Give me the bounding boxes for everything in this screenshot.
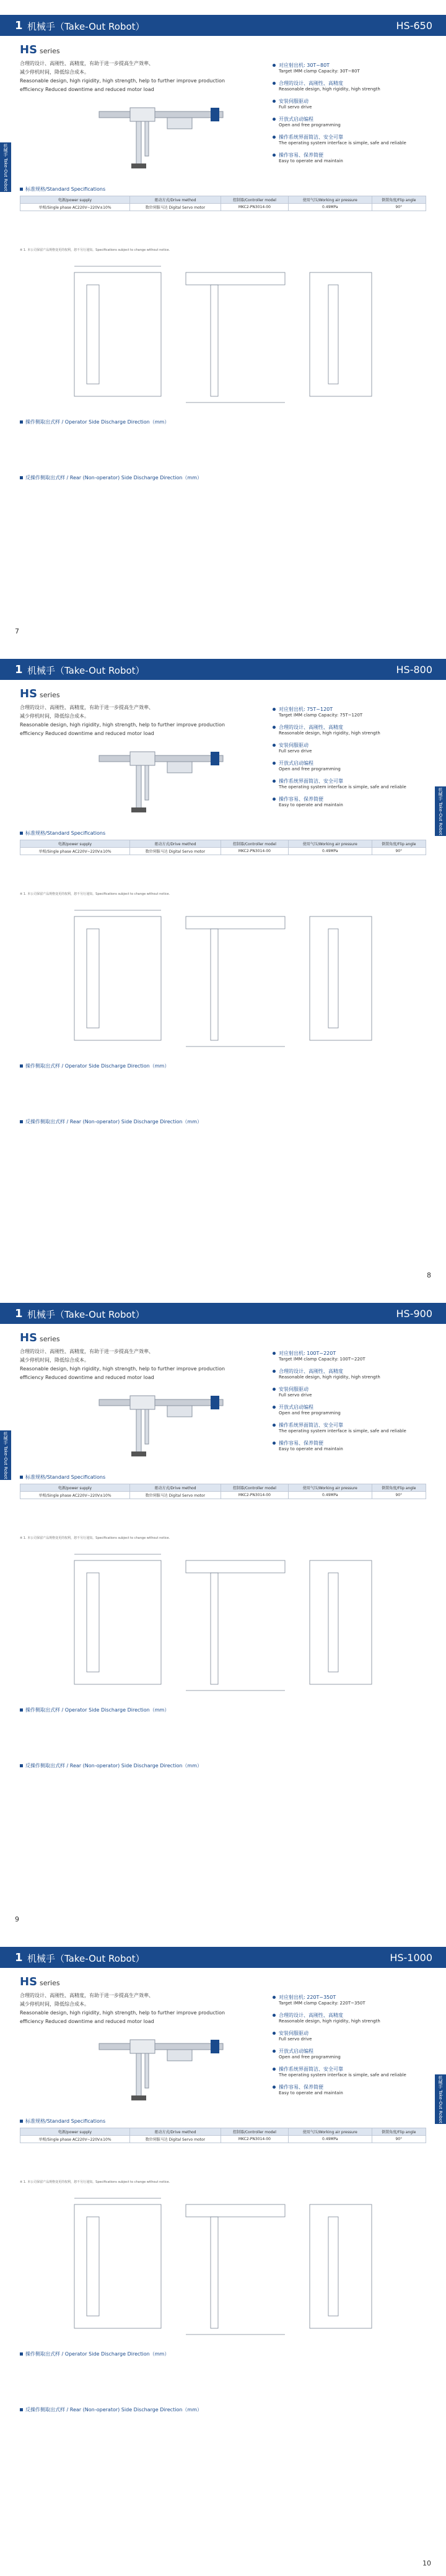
feature-zh: 操作容易、保养简便: [279, 796, 323, 802]
robot-image: [93, 743, 229, 817]
intro-text: [20, 1347, 243, 1382]
page-header: [0, 659, 446, 680]
bullet-square-icon: [20, 2408, 23, 2411]
table-cell: 0.49MPa: [288, 848, 372, 855]
series-sub: series: [40, 1979, 60, 1987]
bullet-square-icon: [20, 1708, 23, 1712]
intro-zh-2: 减少停机时间，降低综合成本。: [20, 713, 89, 719]
table-header-row: [20, 840, 426, 848]
capacity-zh: 对应射出机: 100T~220T: [279, 1351, 336, 1356]
series-sub: series: [40, 47, 60, 55]
table-header-cell: 电源/power supply: [20, 1484, 130, 1492]
power-table: [20, 1484, 426, 1499]
capacity-en: Target IMM clamp Capacity: 220T~350T: [279, 2001, 365, 2006]
feature-en: The operating system interface is simple, safe and reliable: [279, 785, 406, 790]
intro-en: Reasonable design, high rigidity, high strength, help to further improve production efficiency Reduced downtime and reduced motor load: [20, 1366, 225, 1380]
spec-note: ※ 1. 本公司保留产品规格变更的权利，恕不另行通知。Specifications subject to change without notice.: [20, 892, 170, 896]
bullet-square-icon: [20, 1764, 23, 1767]
feature-en: The operating system interface is simple, safe and reliable: [279, 141, 406, 146]
section-number: 1: [15, 1951, 23, 1964]
bullet-square-icon: [20, 476, 23, 479]
feature-en: Open and free programming: [279, 767, 341, 772]
table-cell: 90°: [372, 848, 426, 855]
intro-text: [20, 59, 243, 94]
page-number: 7: [15, 627, 19, 635]
feature-item: [273, 134, 415, 146]
table-header-cell: 控制器/Controller model: [221, 840, 288, 848]
table-cell: 数位伺服马达 Digital Servo motor: [129, 848, 221, 855]
feature-en: Full servo drive: [279, 105, 312, 110]
series-sub: series: [40, 691, 60, 699]
capacity-en: Target IMM clamp Capacity: 100T~220T: [279, 1357, 365, 1362]
table-header-cell: 使用气压/Working air pressure: [288, 1484, 372, 1492]
feature-en: Reasonable design, high rigidity, high strength: [279, 1375, 380, 1380]
model-name: HS-900: [396, 1308, 432, 1320]
section-title: 机械手（Take-Out Robot）: [27, 21, 145, 32]
feature-zh: 开放式启动编程: [279, 116, 313, 122]
spec-note: ※ 1. 本公司保留产品规格变更的权利，恕不另行通知。Specifications subject to change without notice.: [20, 2180, 170, 2184]
table-header-row: [20, 1484, 426, 1492]
feature-item: [273, 2012, 415, 2024]
intro-zh-2: 减少停机时间，降低综合成本。: [20, 69, 89, 75]
dim-title-operator: [20, 2351, 169, 2357]
capacity-zh: 对应射出机: 30T~80T: [279, 63, 330, 68]
feature-en: Full servo drive: [279, 2037, 312, 2042]
feature-en: Open and free programming: [279, 123, 341, 128]
table-cell: 单相/Single phase AC220V~220V±10%: [20, 1492, 130, 1499]
capacity-en: Target IMM clamp Capacity: 75T~120T: [279, 713, 363, 718]
intro-en: Reasonable design, high rigidity, high strength, help to further improve production efficiency Reduced downtime and reduced motor load: [20, 722, 225, 736]
series-main: HS: [20, 1975, 38, 1988]
model-name: HS-800: [396, 664, 432, 676]
spec-title: [20, 830, 105, 837]
feature-en: Easy to operate and maintain: [279, 1447, 343, 1451]
table-header-cell: 电源/power supply: [20, 196, 130, 204]
spec-title-text: 标准规格/Standard Specifications: [25, 186, 106, 192]
table-cell: 90°: [372, 204, 426, 211]
spec-title-text: 标准规格/Standard Specifications: [25, 1474, 106, 1480]
catalog-page-hs-1000: [0, 1932, 446, 2576]
spec-title-text: 标准规格/Standard Specifications: [25, 2118, 106, 2124]
feature-en: Full servo drive: [279, 749, 312, 754]
feature-en: Open and free programming: [279, 1411, 341, 1416]
intro-zh-1: 合理的设计、高刚性、高精度，有助于进一步提高生产效率、: [20, 705, 154, 710]
intro-zh-1: 合理的设计、高刚性、高精度，有助于进一步提高生产效率、: [20, 61, 154, 66]
table-header-cell: 驱动方式/Drive method: [129, 1484, 221, 1492]
spec-title: [20, 1474, 105, 1481]
page-number: 8: [427, 1271, 431, 1279]
feature-capacity: [273, 1350, 415, 1362]
feature-item: [273, 1368, 415, 1380]
table-header-cell: 控制器/Controller model: [221, 1484, 288, 1492]
capacity-zh: 对应射出机: 75T~120T: [279, 707, 333, 712]
feature-item: [273, 2084, 415, 2095]
feature-en: Reasonable design, high rigidity, high strength: [279, 87, 380, 92]
feature-item: [273, 742, 415, 754]
capacity-zh: 对应射出机: 220T~350T: [279, 1995, 336, 2000]
drawing-area: [62, 1548, 384, 1672]
feature-zh: 操作容易、保养简便: [279, 2084, 323, 2090]
feature-zh: 合理的设计、高刚性、高精度: [279, 724, 343, 730]
robot-illustration: [93, 99, 229, 173]
table-cell: 0.49MPa: [288, 204, 372, 211]
page-header: [0, 1947, 446, 1968]
table-header-cell: 电源/power supply: [20, 840, 130, 848]
feature-list: [273, 706, 415, 814]
intro-en: Reasonable design, high rigidity, high strength, help to further improve production efficiency Reduced downtime and reduced motor load: [20, 78, 225, 92]
bullet-square-icon: [20, 1064, 23, 1068]
feature-item: [273, 116, 415, 128]
dimension-drawing: [62, 904, 384, 1053]
dim-title-text: 操作侧取出式样 / Operator Side Discharge Direction（mm）: [25, 1063, 170, 1069]
bullet-square-icon: [20, 420, 23, 424]
series-title: [20, 1975, 60, 1988]
table-cell: 90°: [372, 1492, 426, 1499]
bullet-square-icon: [20, 832, 23, 835]
feature-list: [273, 1994, 415, 2102]
dim-title-text: 反操作侧取出式样 / Rear (Non-operator) Side Discharge Direction（mm）: [25, 1119, 202, 1125]
robot-illustration: [93, 2031, 229, 2105]
feature-zh: 安装伺服驱动: [279, 2030, 308, 2036]
table-row: [20, 848, 426, 855]
feature-item: [273, 2048, 415, 2060]
bullet-square-icon: [20, 188, 23, 191]
table-header-cell: 驱动方式/Drive method: [129, 840, 221, 848]
dimension-drawing: [62, 2192, 384, 2341]
feature-en: The operating system interface is simple, safe and reliable: [279, 1429, 406, 1434]
intro-zh-2: 减少停机时间，降低综合成本。: [20, 1357, 89, 1363]
dim-title-rear: [20, 1118, 202, 1125]
table-header-cell: 控制器/Controller model: [221, 196, 288, 204]
page-header: [0, 15, 446, 36]
feature-zh: 操作系统界面简洁、安全可靠: [279, 1422, 343, 1428]
table-row: [20, 204, 426, 211]
feature-en: Easy to operate and maintain: [279, 159, 343, 163]
side-tab: 机械手 Take-Out Robot: [435, 2074, 446, 2124]
section-title: 机械手（Take-Out Robot）: [27, 1953, 145, 1964]
power-table: [20, 196, 426, 211]
series-main: HS: [20, 687, 38, 700]
power-table: [20, 2128, 426, 2143]
dim-title-rear: [20, 2406, 202, 2413]
section-number: 1: [15, 663, 23, 676]
power-table: [20, 840, 426, 855]
feature-zh: 操作系统界面简洁、安全可靠: [279, 778, 343, 784]
feature-en: Full servo drive: [279, 1393, 312, 1398]
catalog-page-hs-800: [0, 644, 446, 1288]
feature-en: Open and free programming: [279, 2055, 341, 2060]
dim-title-rear: [20, 474, 202, 481]
dimension-drawing: [62, 260, 384, 409]
table-cell: MKC2-PN3014-00: [221, 1492, 288, 1499]
feature-item: [273, 2066, 415, 2078]
intro-en: Reasonable design, high rigidity, high strength, help to further improve production efficiency Reduced downtime and reduced motor load: [20, 2010, 225, 2024]
table-cell: 数位伺服马达 Digital Servo motor: [129, 2136, 221, 2143]
dim-title-text: 操作侧取出式样 / Operator Side Discharge Direction（mm）: [25, 1707, 170, 1713]
robot-illustration: [93, 1387, 229, 1461]
model-name: HS-1000: [390, 1952, 432, 1964]
drawing-area: [62, 904, 384, 1028]
table-cell: MKC2-PN3014-00: [221, 848, 288, 855]
feature-en: Reasonable design, high rigidity, high strength: [279, 731, 380, 736]
page-header: [0, 1303, 446, 1324]
table-cell: 数位伺服马达 Digital Servo motor: [129, 204, 221, 211]
table-row: [20, 2136, 426, 2143]
page-number: 10: [422, 2559, 431, 2567]
dim-title-text: 反操作侧取出式样 / Rear (Non-operator) Side Discharge Direction（mm）: [25, 1763, 202, 1769]
feature-item: [273, 1440, 415, 1451]
feature-item: [273, 1422, 415, 1434]
feature-zh: 开放式启动编程: [279, 2048, 313, 2054]
intro-text: [20, 1991, 243, 2026]
feature-item: [273, 152, 415, 163]
table-header-cell: 倒置角度/Flip angle: [372, 196, 426, 204]
table-header-cell: 使用气压/Working air pressure: [288, 2128, 372, 2136]
feature-item: [273, 1404, 415, 1416]
feature-item: [273, 778, 415, 790]
feature-zh: 合理的设计、高刚性、高精度: [279, 80, 343, 86]
feature-zh: 安装伺服驱动: [279, 742, 308, 748]
bullet-square-icon: [20, 1476, 23, 1479]
feature-item: [273, 98, 415, 110]
robot-image: [93, 2031, 229, 2105]
table-header-cell: 使用气压/Working air pressure: [288, 840, 372, 848]
feature-capacity: [273, 706, 415, 718]
table-cell: 90°: [372, 2136, 426, 2143]
dim-title-operator: [20, 1063, 169, 1069]
table-cell: 0.49MPa: [288, 2136, 372, 2143]
series-title: [20, 687, 60, 700]
side-tab: 机械手 Take-Out Robot: [0, 1430, 11, 1480]
robot-image: [93, 99, 229, 173]
table-cell: 数位伺服马达 Digital Servo motor: [129, 1492, 221, 1499]
robot-illustration: [93, 743, 229, 817]
table-cell: 单相/Single phase AC220V~220V±10%: [20, 848, 130, 855]
series-sub: series: [40, 1335, 60, 1343]
dimension-drawing: [62, 1548, 384, 1697]
table-row: [20, 1492, 426, 1499]
table-cell: MKC2-PN3014-00: [221, 204, 288, 211]
feature-list: [273, 62, 415, 170]
section-title: 机械手（Take-Out Robot）: [27, 1309, 145, 1320]
catalog-page-hs-900: [0, 1288, 446, 1932]
feature-zh: 开放式启动编程: [279, 760, 313, 766]
table-header-cell: 电源/power supply: [20, 2128, 130, 2136]
spec-title: [20, 2118, 105, 2125]
feature-en: Easy to operate and maintain: [279, 803, 343, 807]
model-name: HS-650: [396, 20, 432, 32]
table-header-cell: 倒置角度/Flip angle: [372, 1484, 426, 1492]
feature-zh: 操作容易、保养简便: [279, 152, 323, 158]
table-cell: 单相/Single phase AC220V~220V±10%: [20, 2136, 130, 2143]
table-header-row: [20, 2128, 426, 2136]
intro-text: [20, 703, 243, 738]
feature-zh: 操作容易、保养简便: [279, 1440, 323, 1446]
table-header-cell: 驱动方式/Drive method: [129, 2128, 221, 2136]
page-number: 9: [15, 1915, 19, 1923]
spec-note: ※ 1. 本公司保留产品规格变更的权利，恕不另行通知。Specifications subject to change without notice.: [20, 248, 170, 252]
feature-capacity: [273, 62, 415, 74]
robot-image: [93, 1387, 229, 1461]
spec-title: [20, 186, 105, 193]
table-header-row: [20, 196, 426, 204]
feature-item: [273, 760, 415, 772]
spec-title-text: 标准规格/Standard Specifications: [25, 830, 106, 836]
dim-title-text: 反操作侧取出式样 / Rear (Non-operator) Side Discharge Direction（mm）: [25, 475, 202, 481]
feature-zh: 合理的设计、高刚性、高精度: [279, 2012, 343, 2018]
feature-item: [273, 796, 415, 807]
drawing-area: [62, 2192, 384, 2316]
bullet-square-icon: [20, 2352, 23, 2356]
dim-title-text: 操作侧取出式样 / Operator Side Discharge Direction（mm）: [25, 419, 170, 425]
table-cell: MKC2-PN3014-00: [221, 2136, 288, 2143]
bullet-square-icon: [20, 1120, 23, 1123]
feature-zh: 合理的设计、高刚性、高精度: [279, 1368, 343, 1374]
dim-title-operator: [20, 419, 169, 425]
capacity-en: Target IMM clamp Capacity: 30T~80T: [279, 69, 360, 74]
side-tab: 机械手 Take-Out Robot: [435, 786, 446, 836]
dim-title-text: 反操作侧取出式样 / Rear (Non-operator) Side Discharge Direction（mm）: [25, 2407, 202, 2413]
feature-item: [273, 724, 415, 736]
spec-note: ※ 1. 本公司保留产品规格变更的权利，恕不另行通知。Specifications subject to change without notice.: [20, 1536, 170, 1540]
intro-zh-1: 合理的设计、高刚性、高精度，有助于进一步提高生产效率、: [20, 1349, 154, 1354]
series-title: [20, 1331, 60, 1344]
catalog-page-hs-650: [0, 0, 446, 644]
series-main: HS: [20, 43, 38, 56]
feature-item: [273, 2030, 415, 2042]
feature-en: The operating system interface is simple, safe and reliable: [279, 2073, 406, 2078]
bullet-square-icon: [20, 2120, 23, 2123]
table-cell: 单相/Single phase AC220V~220V±10%: [20, 204, 130, 211]
feature-capacity: [273, 1994, 415, 2006]
feature-zh: 操作系统界面简洁、安全可靠: [279, 134, 343, 140]
feature-zh: 操作系统界面简洁、安全可靠: [279, 2066, 343, 2072]
intro-zh-1: 合理的设计、高刚性、高精度，有助于进一步提高生产效率、: [20, 1993, 154, 1998]
feature-zh: 开放式启动编程: [279, 1404, 313, 1410]
section-number: 1: [15, 1307, 23, 1320]
section-number: 1: [15, 19, 23, 32]
feature-item: [273, 1386, 415, 1398]
table-header-cell: 倒置角度/Flip angle: [372, 2128, 426, 2136]
feature-en: Reasonable design, high rigidity, high strength: [279, 2019, 380, 2024]
feature-zh: 安装伺服驱动: [279, 1386, 308, 1392]
table-header-cell: 倒置角度/Flip angle: [372, 840, 426, 848]
dim-title-operator: [20, 1707, 169, 1713]
dim-title-text: 操作侧取出式样 / Operator Side Discharge Direction（mm）: [25, 2351, 170, 2357]
table-header-cell: 控制器/Controller model: [221, 2128, 288, 2136]
series-title: [20, 43, 60, 56]
section-title: 机械手（Take-Out Robot）: [27, 665, 145, 676]
table-cell: 0.49MPa: [288, 1492, 372, 1499]
intro-zh-2: 减少停机时间，降低综合成本。: [20, 2001, 89, 2007]
feature-en: Easy to operate and maintain: [279, 2091, 343, 2095]
drawing-area: [62, 260, 384, 384]
table-header-cell: 使用气压/Working air pressure: [288, 196, 372, 204]
feature-item: [273, 80, 415, 92]
dim-title-rear: [20, 1762, 202, 1769]
side-tab: 机械手 Take-Out Robot: [0, 142, 11, 192]
series-main: HS: [20, 1331, 38, 1344]
table-header-cell: 驱动方式/Drive method: [129, 196, 221, 204]
feature-list: [273, 1350, 415, 1458]
feature-zh: 安装伺服驱动: [279, 98, 308, 104]
